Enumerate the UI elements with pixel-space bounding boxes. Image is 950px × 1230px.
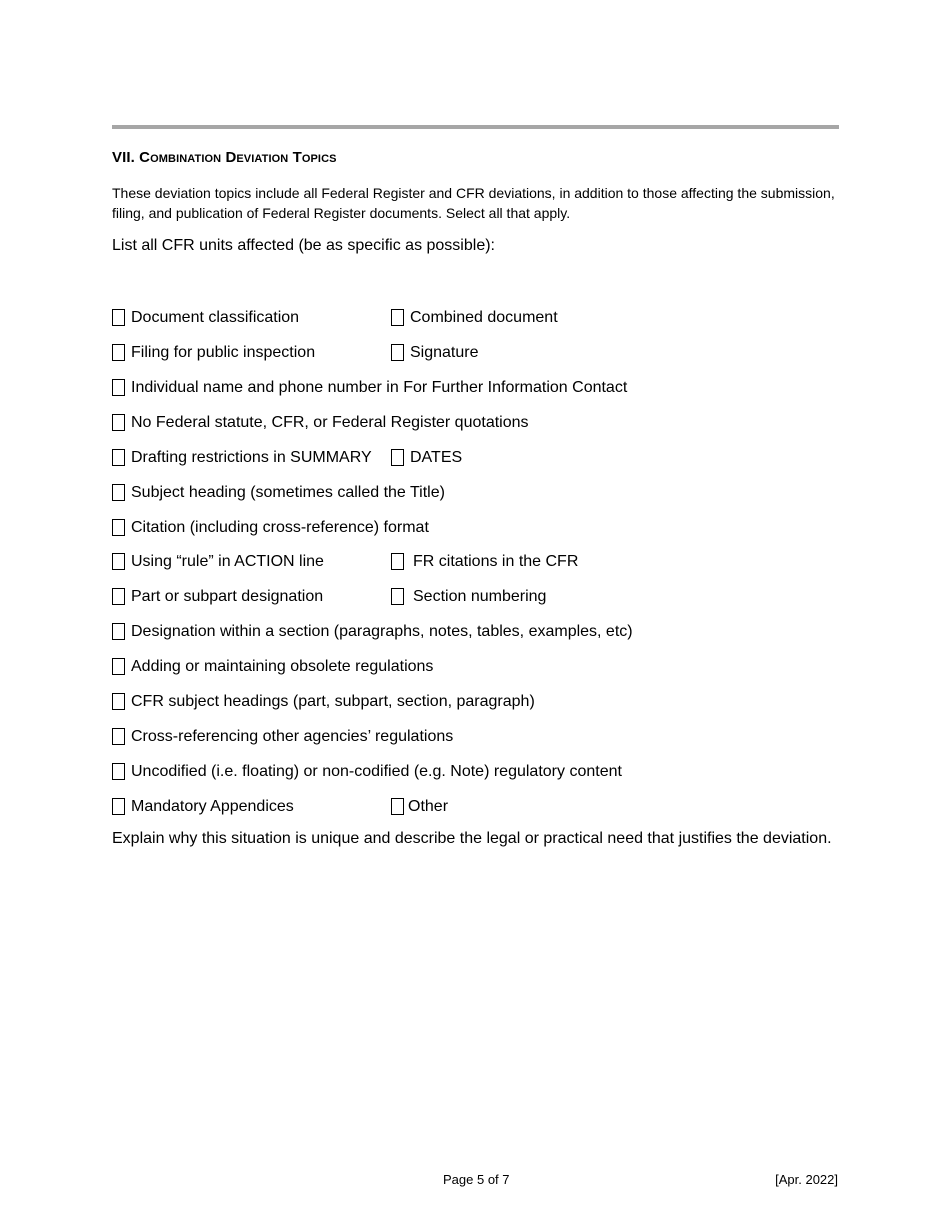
option-mandatory-appendices bbox=[112, 795, 294, 819]
option-row bbox=[112, 376, 852, 400]
option-obsolete-regulations bbox=[112, 655, 433, 679]
option-label: Individual name and phone number in For Further Information Contact bbox=[131, 379, 628, 396]
option-row bbox=[112, 306, 852, 330]
option-row bbox=[112, 585, 852, 609]
section-numbering-checkbox[interactable] bbox=[391, 588, 404, 605]
option-using-rule bbox=[112, 550, 324, 574]
option-part-subpart-designation bbox=[112, 585, 323, 609]
revision-date: [Apr. 2022] bbox=[775, 1172, 838, 1187]
option-label: Combined document bbox=[410, 309, 558, 326]
uncodified-content-checkbox[interactable] bbox=[112, 763, 125, 780]
option-label: Filing for public inspection bbox=[131, 344, 316, 361]
option-row bbox=[112, 795, 852, 819]
option-row bbox=[112, 481, 852, 505]
option-label: Subject heading (sometimes called the Title) bbox=[131, 484, 445, 501]
section-title: VII. Combination Deviation Topics bbox=[112, 149, 337, 166]
option-row bbox=[112, 620, 852, 644]
obsolete-regulations-checkbox[interactable] bbox=[112, 658, 125, 675]
signature-checkbox[interactable] bbox=[391, 344, 404, 361]
designation-within-section-checkbox[interactable] bbox=[112, 623, 125, 640]
option-cfr-subject-headings bbox=[112, 690, 535, 714]
option-label: Citation (including cross-reference) format bbox=[131, 519, 429, 536]
option-label: Part or subpart designation bbox=[131, 588, 324, 605]
header-rule bbox=[112, 125, 839, 129]
option-dates bbox=[391, 446, 462, 470]
explain-prompt: Explain why this situation is unique and describe the legal or practical need that justifies the deviation. bbox=[112, 830, 832, 847]
individual-name-phone-checkbox[interactable] bbox=[112, 379, 125, 396]
option-fr-citations bbox=[391, 550, 578, 574]
option-row bbox=[112, 725, 852, 749]
option-label: Adding or maintaining obsolete regulations bbox=[131, 658, 434, 675]
option-label: Signature bbox=[410, 344, 479, 361]
option-label: Document classification bbox=[131, 309, 300, 326]
option-label: DATES bbox=[410, 449, 463, 466]
mandatory-appendices-checkbox[interactable] bbox=[112, 798, 125, 815]
option-row bbox=[112, 760, 852, 784]
option-no-federal-statute bbox=[112, 411, 529, 435]
option-row bbox=[112, 341, 852, 365]
citation-format-checkbox[interactable] bbox=[112, 519, 125, 536]
option-designation-within-section bbox=[112, 620, 633, 644]
option-label: Using “rule” in ACTION line bbox=[131, 553, 324, 570]
document-classification-checkbox[interactable] bbox=[112, 309, 125, 326]
option-uncodified-content bbox=[112, 760, 622, 784]
page-number: Page 5 of 7 bbox=[443, 1172, 510, 1187]
cfr-subject-headings-checkbox[interactable] bbox=[112, 693, 125, 710]
option-label: Other bbox=[408, 798, 449, 815]
option-label: CFR subject headings (part, subpart, section, paragraph) bbox=[131, 693, 535, 710]
dates-checkbox[interactable] bbox=[391, 449, 404, 466]
option-filing-public-inspection bbox=[112, 341, 315, 365]
option-section-numbering bbox=[391, 585, 546, 609]
option-row bbox=[112, 516, 852, 540]
option-label: No Federal statute, CFR, or Federal Register quotations bbox=[131, 414, 529, 431]
option-individual-name-phone bbox=[112, 376, 627, 400]
subject-heading-checkbox[interactable] bbox=[112, 484, 125, 501]
other-checkbox[interactable] bbox=[391, 798, 404, 815]
option-label: Uncodified (i.e. floating) or non-codified (e.g. Note) regulatory content bbox=[131, 763, 622, 780]
drafting-restrictions-checkbox[interactable] bbox=[112, 449, 125, 466]
option-row bbox=[112, 655, 852, 679]
combined-document-checkbox[interactable] bbox=[391, 309, 404, 326]
option-label: Mandatory Appendices bbox=[131, 798, 294, 815]
part-subpart-designation-checkbox[interactable] bbox=[112, 588, 125, 605]
option-document-classification bbox=[112, 306, 299, 330]
option-other bbox=[391, 795, 448, 819]
using-rule-checkbox[interactable] bbox=[112, 553, 125, 570]
option-cross-referencing bbox=[112, 725, 453, 749]
option-row bbox=[112, 550, 852, 574]
option-row bbox=[112, 411, 852, 435]
cfr-units-prompt: List all CFR units affected (be as specific as possible): bbox=[112, 237, 495, 254]
option-label: FR citations in the CFR bbox=[413, 553, 579, 570]
option-combined-document bbox=[391, 306, 558, 330]
option-citation-format bbox=[112, 516, 429, 540]
section-intro: These deviation topics include all Federal Register and CFR deviations, in addition to those affecting the submission, filing, and publication of Federal Register documents. Select all that apply. bbox=[112, 185, 835, 221]
option-subject-heading bbox=[112, 481, 445, 505]
option-label: Cross-referencing other agencies’ regulations bbox=[131, 728, 454, 745]
option-drafting-restrictions bbox=[112, 446, 372, 470]
no-federal-statute-checkbox[interactable] bbox=[112, 414, 125, 431]
option-signature bbox=[391, 341, 479, 365]
option-label: Designation within a section (paragraphs, notes, tables, examples, etc) bbox=[131, 623, 633, 640]
option-label: Section numbering bbox=[413, 588, 547, 605]
fr-citations-checkbox[interactable] bbox=[391, 553, 404, 570]
cross-referencing-checkbox[interactable] bbox=[112, 728, 125, 745]
option-row bbox=[112, 446, 852, 470]
filing-public-inspection-checkbox[interactable] bbox=[112, 344, 125, 361]
option-row bbox=[112, 690, 852, 714]
option-label: Drafting restrictions in SUMMARY bbox=[131, 449, 372, 466]
